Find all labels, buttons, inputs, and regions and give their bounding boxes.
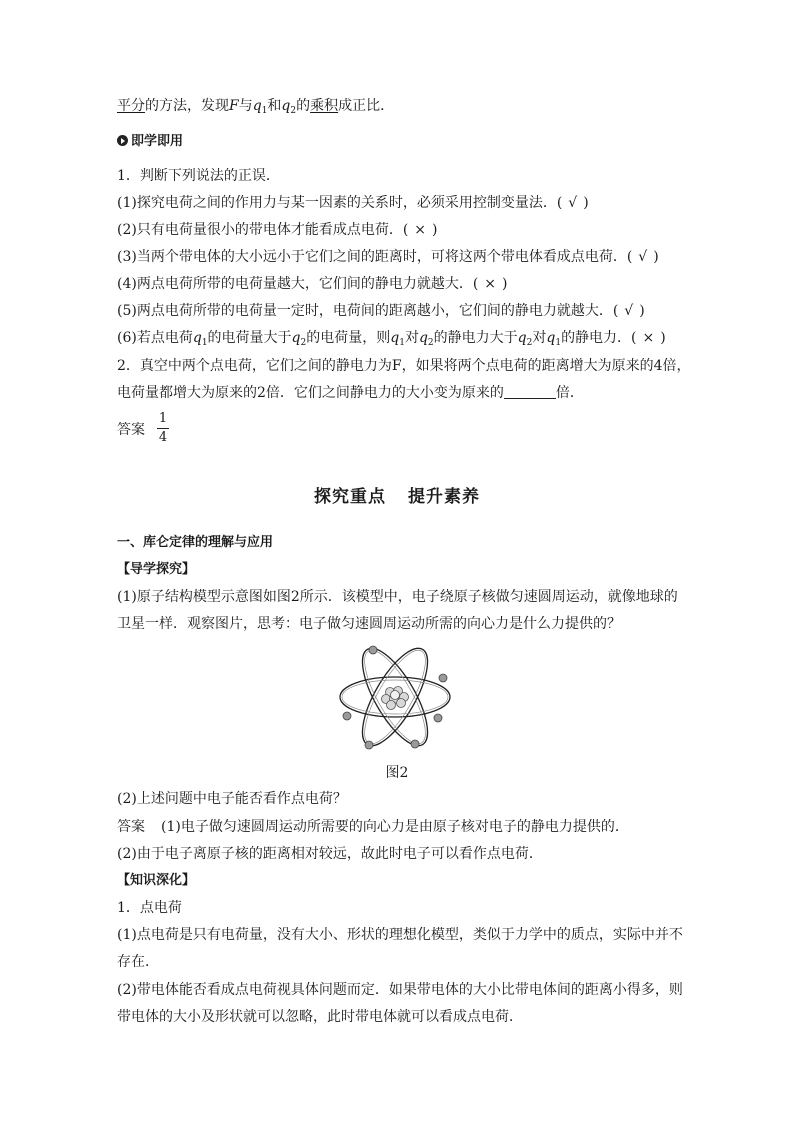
answer-label: 答案 <box>117 819 145 835</box>
intro-line <box>117 96 394 116</box>
check-mark: √ <box>624 303 634 319</box>
guide-question-1-line-2: 卫星一样．观察图片，思考：电子做匀速圆周运动所需的向心力是什么力提供的？ <box>117 616 621 632</box>
play-circle-icon <box>117 135 128 146</box>
electron <box>343 712 351 720</box>
paren-close: ) <box>653 249 659 265</box>
section-title-part-a: 探究重点 <box>314 487 386 507</box>
symbol-q1: q <box>546 330 556 346</box>
practice-heading <box>117 132 183 152</box>
part-1-title: 一、库仑定律的理解与应用 <box>117 535 274 550</box>
item-text: 的电荷量，则 <box>306 330 391 346</box>
check-mark: √ <box>638 249 648 265</box>
guide-answer-line-1 <box>117 817 629 837</box>
subscript: 2 <box>290 106 297 116</box>
symbol-q2: q <box>291 330 301 346</box>
item-text: 的静电力．( <box>561 330 637 346</box>
electron <box>369 646 377 654</box>
item-text: 对 <box>532 330 547 346</box>
subscript: 1 <box>261 106 268 116</box>
fraction-numerator: 1 <box>158 411 168 426</box>
guide-question-1-line-1: (1)原子结构模型示意图如图2所示．该模型中，电子绕原子核做匀速圆周运动，就像地球的 <box>117 589 678 605</box>
text: 的 <box>296 98 311 114</box>
electron <box>365 741 373 749</box>
item-text: (5)两点电荷所带的电荷量一定时，电荷间的距离越小，它们间的静电力就越大．( <box>117 303 619 319</box>
subscript: 2 <box>300 338 307 348</box>
judgement-item-1 <box>117 193 589 213</box>
subscript: 1 <box>201 338 208 348</box>
item-text: 的电荷量大于 <box>207 330 292 346</box>
text: 成正比． <box>338 98 395 114</box>
cross-mark: × <box>642 330 655 346</box>
fraction-denominator: 4 <box>158 430 168 445</box>
paren-close: ) <box>583 195 589 211</box>
question-1-title: 1．判断下列说法的正误． <box>117 168 280 184</box>
symbol-F: F <box>229 98 239 114</box>
point-1-line-2: 存在． <box>117 954 159 970</box>
item-text: (1)探究电荷之间的作用力与某一因素的关系时，必须采用控制变量法．( <box>117 195 563 211</box>
cross-mark: × <box>414 222 427 238</box>
electron <box>411 740 419 748</box>
item-text: 倍． <box>555 385 584 401</box>
knowledge-tag: 【知识深化】 <box>117 873 196 888</box>
guide-answer-line-2: (2)由于电子离原子核的距离相对较远，故此时电子可以看作点电荷． <box>117 846 543 862</box>
item-text: 的静电力大于 <box>433 330 518 346</box>
point-title: 1．点电荷 <box>117 900 182 916</box>
answer-fraction <box>157 412 169 445</box>
item-text: (4)两点电荷所带的电荷量越大，它们间的静电力就越大．( <box>117 276 479 292</box>
section-title-part-b: 提升素养 <box>408 487 480 507</box>
paren-close: ) <box>502 276 508 292</box>
subscript: 1 <box>399 338 405 348</box>
item-text: (2)只有电荷量很小的带电体才能看成点电荷．( <box>117 222 409 238</box>
question-2-line-2 <box>117 383 584 403</box>
practice-heading-label: 即学即用 <box>131 134 184 149</box>
subscript: 2 <box>427 338 434 348</box>
judgement-item-3 <box>117 247 659 267</box>
subscript: 1 <box>555 338 562 348</box>
electron <box>439 674 447 682</box>
question-2-line-1: 2．真空中两个点电荷，它们之间的静电力为F，如果将两个点电荷的距离增大为原来的4倍， <box>117 358 691 374</box>
check-mark: √ <box>568 195 578 211</box>
point-2-line-1: (2)带电体能否看成点电荷视具体问题而定．如果带电体的大小比带电体间的距离小得多，则 <box>117 982 683 998</box>
text: 和 <box>267 98 282 114</box>
cross-mark: × <box>484 276 497 292</box>
answer-text: (1)电子做匀速圆周运动所需要的向心力是由原子核对电子的静电力提供的． <box>161 819 629 835</box>
underlined-term: 平分 <box>117 98 145 114</box>
subscript: 2 <box>526 338 533 348</box>
guide-tag: 【导学探究】 <box>117 562 196 577</box>
fraction-bar <box>157 428 169 429</box>
judgement-item-5 <box>117 301 645 321</box>
judgement-item-4 <box>117 274 508 294</box>
symbol-q1: q <box>390 330 400 346</box>
item-text: (3)当两个带电体的大小远小于它们之间的距离时，可将这两个带电体看成点电荷．( <box>117 249 633 265</box>
paren-close: ) <box>432 222 438 238</box>
answer-label: 答案 <box>117 422 145 438</box>
point-2-line-2: 带电体的大小及形状就可以忽略，此时带电体就可以看成点电荷． <box>117 1009 523 1025</box>
text: 与 <box>238 98 253 114</box>
figure-caption: 图2 <box>385 765 409 781</box>
guide-question-2: (2)上述问题中电子能否看作点电荷？ <box>117 791 347 807</box>
electron <box>434 714 442 722</box>
item-text: (6)若点电荷 <box>117 330 193 346</box>
answer-blank <box>504 384 556 399</box>
symbol-q1: q <box>192 330 202 346</box>
text: 的方法，发现 <box>145 98 229 114</box>
symbol-q2: q <box>517 330 527 346</box>
symbol-q1: q <box>252 98 262 114</box>
judgement-item-2 <box>117 220 438 240</box>
paren-close: ) <box>639 303 645 319</box>
underlined-term: 乘积 <box>310 98 339 114</box>
paren-close: ) <box>660 330 666 346</box>
symbol-q2: q <box>418 330 428 346</box>
symbol-q2: q <box>281 98 291 114</box>
point-1-line-1: (1)点电荷是只有电荷量，没有大小、形状的理想化模型，类似于力学中的质点，实际中并不 <box>117 927 683 943</box>
item-text: 对 <box>404 330 419 346</box>
item-text: 电荷量都增大为原来的2倍．它们之间静电力的大小变为原来的 <box>117 385 504 401</box>
section-title <box>0 482 794 507</box>
atom-model-figure <box>338 640 452 754</box>
nucleus <box>382 687 409 710</box>
judgement-item-6 <box>117 328 666 348</box>
